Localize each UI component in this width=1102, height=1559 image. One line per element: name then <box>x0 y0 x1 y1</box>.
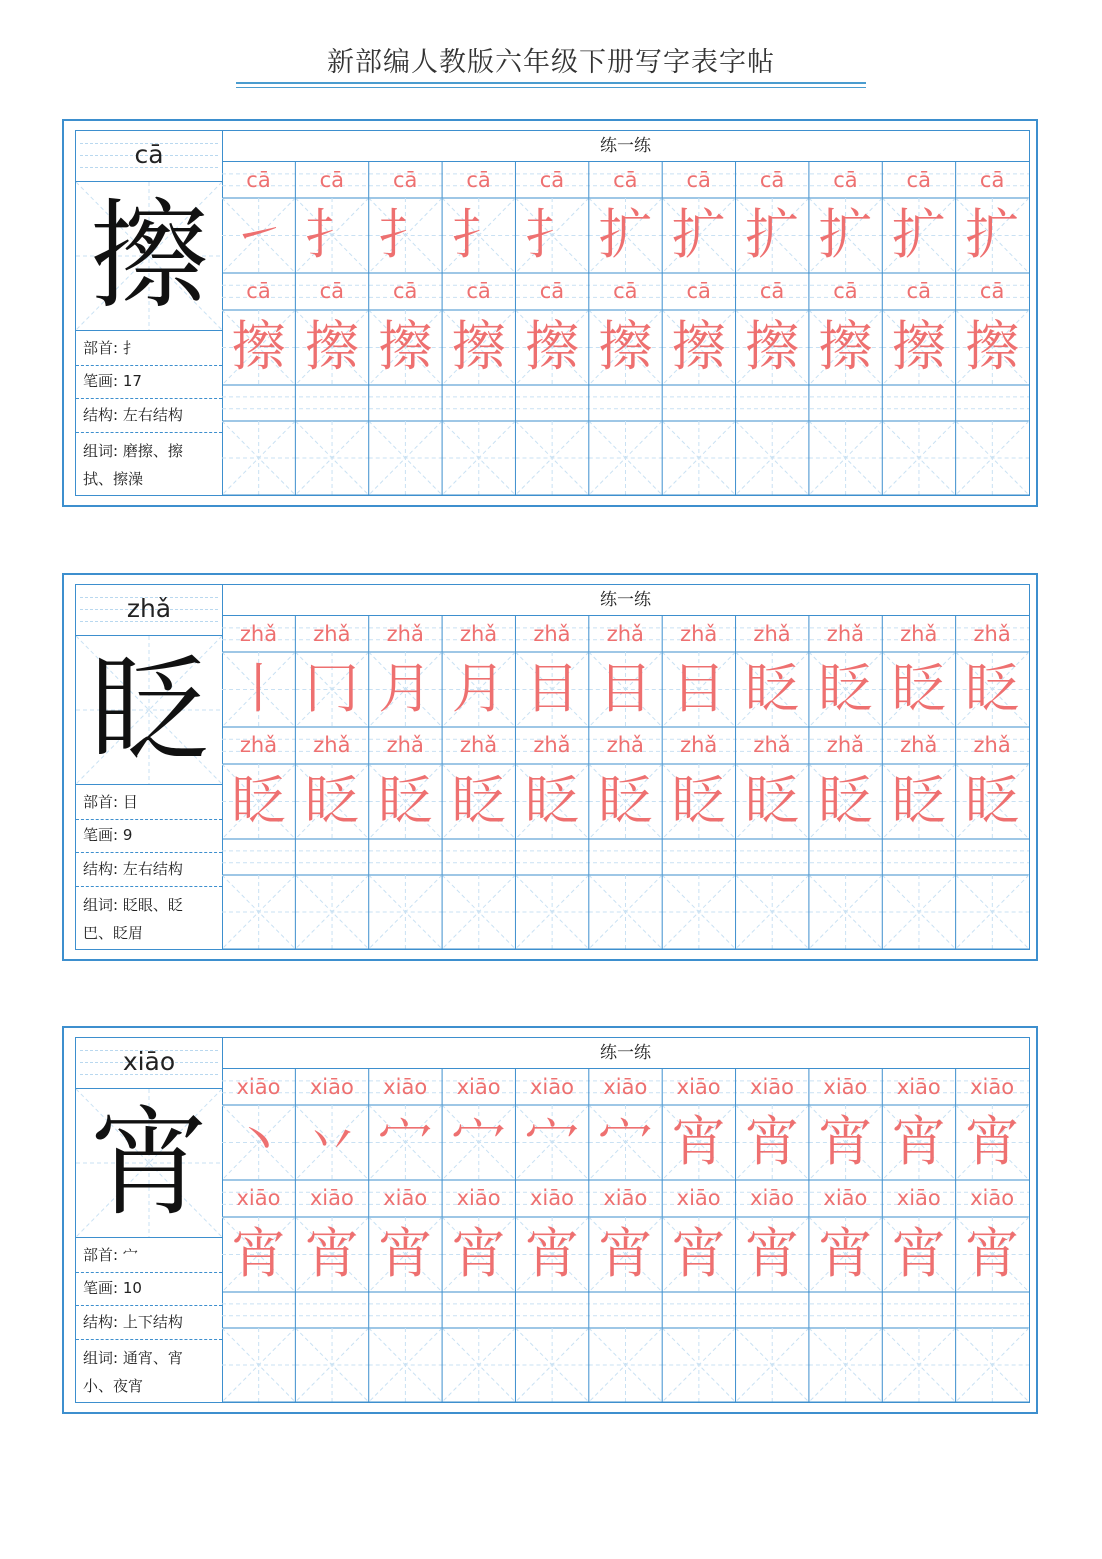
blank-writing-cell[interactable] <box>956 421 1029 495</box>
trace-pinyin: zhǎ <box>826 622 864 646</box>
trace-pinyin: xiāo <box>823 1075 868 1099</box>
structure-label: 结构: 左右结构 <box>83 860 183 878</box>
trace-pinyin: xiāo <box>529 1186 574 1210</box>
info-divider <box>76 852 222 853</box>
stroke-order-character[interactable]: 月 <box>451 657 506 720</box>
trace-character[interactable]: 宵 <box>451 1222 506 1285</box>
title-underline <box>236 82 866 84</box>
model-character-box <box>76 1089 222 1238</box>
trace-pinyin: cā <box>833 168 858 192</box>
practice-header: 练一练 <box>222 1038 1029 1069</box>
stroke-order-character[interactable]: 扌 <box>378 203 433 266</box>
words-label: 组词: 眨眼、眨 <box>83 896 183 914</box>
trace-character[interactable]: 眨 <box>965 769 1020 832</box>
trace-pinyin: cā <box>686 168 711 192</box>
trace-character[interactable]: 擦 <box>671 315 726 378</box>
trace-pinyin: xiāo <box>383 1186 428 1210</box>
words-label: 组词: 磨擦、擦 <box>83 442 183 460</box>
trace-pinyin: zhǎ <box>973 622 1011 646</box>
stroke-order-character[interactable]: 扩 <box>671 203 726 266</box>
trace-pinyin: zhǎ <box>533 622 571 646</box>
trace-character[interactable]: 眨 <box>304 769 359 832</box>
trace-pinyin: zhǎ <box>606 733 644 757</box>
page-title: 新部编人教版六年级下册写字表字帖 <box>327 47 775 78</box>
trace-pinyin: xiāo <box>676 1075 721 1099</box>
info-divider <box>76 819 222 820</box>
blank-writing-cell[interactable] <box>515 875 588 949</box>
stroke-order-character[interactable]: 扩 <box>818 203 873 266</box>
trace-pinyin: cā <box>319 168 345 192</box>
model-character-box <box>76 182 222 331</box>
model-character-box <box>76 636 222 785</box>
words-label-continued: 拭、擦澡 <box>83 470 144 488</box>
blank-writing-cell[interactable] <box>222 1328 295 1402</box>
trace-pinyin: cā <box>539 279 565 303</box>
blank-writing-cell[interactable] <box>882 421 955 495</box>
character-pinyin: xiāo <box>122 1047 176 1076</box>
trace-pinyin: xiāo <box>823 1186 868 1210</box>
words-label: 组词: 通宵、宵 <box>83 1349 183 1367</box>
trace-character[interactable]: 擦 <box>891 315 946 378</box>
trace-character[interactable]: 擦 <box>451 315 506 378</box>
trace-pinyin: xiāo <box>970 1186 1015 1210</box>
blank-writing-cell[interactable] <box>369 875 442 949</box>
stroke-order-character[interactable]: 月 <box>378 657 433 720</box>
card-frame <box>75 1037 1030 1403</box>
model-character: 宵 <box>89 1094 208 1232</box>
trace-pinyin: xiāo <box>383 1075 428 1099</box>
blank-writing-cell[interactable] <box>956 875 1029 949</box>
blank-writing-cell[interactable] <box>295 1328 368 1402</box>
blank-writing-cell[interactable] <box>369 1328 442 1402</box>
blank-writing-cell[interactable] <box>442 1328 515 1402</box>
words-label-continued: 巴、眨眉 <box>83 924 144 942</box>
trace-pinyin: zhǎ <box>680 622 718 646</box>
info-divider <box>76 886 222 887</box>
trace-character[interactable]: 擦 <box>598 315 653 378</box>
blank-writing-cell[interactable] <box>809 421 882 495</box>
blank-writing-cell[interactable] <box>736 875 809 949</box>
trace-pinyin: cā <box>466 279 491 303</box>
blank-writing-cell[interactable] <box>589 875 662 949</box>
trace-character[interactable]: 宵 <box>745 1222 800 1285</box>
stroke-order-character[interactable]: 扌 <box>524 203 579 266</box>
trace-pinyin: zhǎ <box>973 733 1011 757</box>
trace-character[interactable]: 宵 <box>891 1222 946 1285</box>
trace-pinyin: zhǎ <box>826 733 864 757</box>
stroke-order-character[interactable]: 宀 <box>598 1110 653 1173</box>
trace-character[interactable]: 眨 <box>745 769 800 832</box>
blank-writing-cell[interactable] <box>809 875 882 949</box>
trace-pinyin: cā <box>833 279 858 303</box>
trace-pinyin: cā <box>466 168 491 192</box>
trace-character[interactable]: 擦 <box>818 315 873 378</box>
stroke-order-character[interactable]: 宵 <box>891 1110 946 1173</box>
character-pinyin: zhǎ <box>126 594 172 623</box>
character-card <box>62 573 1038 961</box>
character-info-panel <box>76 585 223 949</box>
trace-character[interactable]: 眨 <box>598 769 653 832</box>
info-divider <box>76 1305 222 1306</box>
model-character: 眨 <box>89 641 208 779</box>
pinyin-box <box>76 1038 222 1089</box>
trace-pinyin: xiāo <box>896 1075 941 1099</box>
trace-pinyin: cā <box>539 168 565 192</box>
trace-pinyin: xiāo <box>309 1186 354 1210</box>
blank-writing-cell[interactable] <box>515 421 588 495</box>
blank-writing-cell[interactable] <box>369 421 442 495</box>
practice-grid <box>222 585 1029 949</box>
stroke-order-character[interactable]: ㇀ <box>231 203 286 266</box>
trace-pinyin: xiāo <box>750 1186 795 1210</box>
trace-character[interactable]: 宵 <box>304 1222 359 1285</box>
stroke-order-character[interactable]: 眨 <box>818 657 873 720</box>
trace-character[interactable]: 宵 <box>524 1222 579 1285</box>
trace-character[interactable]: 擦 <box>745 315 800 378</box>
stroke-order-character[interactable]: 丶 <box>231 1110 286 1173</box>
stroke-order-character[interactable]: 目 <box>598 657 653 720</box>
trace-pinyin: xiāo <box>529 1075 574 1099</box>
trace-pinyin: cā <box>906 279 931 303</box>
stroke-order-character[interactable]: 眨 <box>745 657 800 720</box>
trace-pinyin: cā <box>393 168 418 192</box>
practice-grid <box>222 131 1029 495</box>
stroke-order-character[interactable]: 目 <box>524 657 579 720</box>
trace-character[interactable]: 宵 <box>818 1222 873 1285</box>
blank-writing-cell[interactable] <box>295 421 368 495</box>
info-divider <box>76 365 222 366</box>
blank-writing-cell[interactable] <box>589 1328 662 1402</box>
stroke-order-character[interactable]: 扩 <box>745 203 800 266</box>
blank-writing-cell[interactable] <box>222 421 295 495</box>
character-pinyin: cā <box>134 140 164 169</box>
trace-pinyin: xiāo <box>970 1075 1015 1099</box>
words-label-continued: 小、夜宵 <box>83 1377 144 1395</box>
character-card <box>62 1026 1038 1414</box>
stroke-order-character[interactable]: 宀 <box>378 1110 433 1173</box>
trace-character[interactable]: 眨 <box>818 769 873 832</box>
blank-writing-cell[interactable] <box>662 1328 735 1402</box>
structure-label: 结构: 上下结构 <box>83 1313 183 1331</box>
trace-pinyin: xiāo <box>603 1075 648 1099</box>
trace-pinyin: xiāo <box>236 1186 281 1210</box>
stroke-order-character[interactable]: 宵 <box>818 1110 873 1173</box>
stroke-order-character[interactable]: 宵 <box>965 1110 1020 1173</box>
blank-writing-cell[interactable] <box>736 421 809 495</box>
trace-character[interactable]: 眨 <box>378 769 433 832</box>
trace-pinyin: xiāo <box>236 1075 281 1099</box>
blank-writing-cell[interactable] <box>809 1328 882 1402</box>
trace-pinyin: zhǎ <box>313 733 351 757</box>
trace-character[interactable]: 眨 <box>671 769 726 832</box>
card-frame <box>75 584 1030 950</box>
character-info-panel <box>76 131 223 495</box>
stroke-count-label: 笔画: 17 <box>83 372 142 390</box>
stroke-order-character[interactable]: 眨 <box>965 657 1020 720</box>
trace-character[interactable]: 宵 <box>231 1222 286 1285</box>
blank-writing-cell[interactable] <box>515 1328 588 1402</box>
blank-writing-cell[interactable] <box>662 421 735 495</box>
character-info-panel <box>76 1038 223 1402</box>
info-divider <box>76 1339 222 1340</box>
trace-character[interactable]: 擦 <box>304 315 359 378</box>
trace-pinyin: zhǎ <box>900 622 938 646</box>
stroke-order-character[interactable]: 丨 <box>231 657 286 720</box>
practice-header: 练一练 <box>222 585 1029 616</box>
stroke-order-character[interactable]: 扩 <box>891 203 946 266</box>
stroke-order-character[interactable]: 冂 <box>304 657 359 720</box>
stroke-order-character[interactable]: 宀 <box>524 1110 579 1173</box>
trace-character[interactable]: 擦 <box>524 315 579 378</box>
blank-writing-cell[interactable] <box>589 421 662 495</box>
stroke-count-label: 笔画: 9 <box>83 826 133 844</box>
trace-pinyin: xiāo <box>456 1075 501 1099</box>
title-underline-thin <box>236 87 866 88</box>
stroke-order-character[interactable]: 目 <box>671 657 726 720</box>
trace-character[interactable]: 宵 <box>671 1222 726 1285</box>
info-divider <box>76 398 222 399</box>
trace-pinyin: xiāo <box>309 1075 354 1099</box>
blank-writing-cell[interactable] <box>662 875 735 949</box>
trace-pinyin: zhǎ <box>239 622 278 646</box>
blank-writing-cell[interactable] <box>956 1328 1029 1402</box>
trace-pinyin: zhǎ <box>386 622 424 646</box>
practice-header: 练一练 <box>222 131 1029 162</box>
trace-pinyin: zhǎ <box>753 733 791 757</box>
stroke-order-character[interactable]: 扌 <box>451 203 506 266</box>
structure-label: 结构: 左右结构 <box>83 406 183 424</box>
trace-pinyin: zhǎ <box>900 733 938 757</box>
stroke-order-character[interactable]: 宵 <box>671 1110 726 1173</box>
radical-label: 部首: 目 <box>83 793 138 811</box>
trace-pinyin: cā <box>759 279 785 303</box>
model-character: 擦 <box>89 187 208 325</box>
trace-pinyin: cā <box>759 168 785 192</box>
trace-character[interactable]: 擦 <box>965 315 1020 378</box>
trace-pinyin: xiāo <box>676 1186 721 1210</box>
trace-pinyin: cā <box>686 279 711 303</box>
trace-pinyin: xiāo <box>750 1075 795 1099</box>
stroke-order-character[interactable]: 宵 <box>745 1110 800 1173</box>
stroke-order-character[interactable]: 扩 <box>965 203 1020 266</box>
pinyin-box <box>76 131 222 182</box>
blank-writing-cell[interactable] <box>442 421 515 495</box>
trace-pinyin: cā <box>979 279 1005 303</box>
trace-pinyin: cā <box>246 279 271 303</box>
trace-pinyin: cā <box>906 168 931 192</box>
stroke-order-character[interactable]: 眨 <box>891 657 946 720</box>
trace-pinyin: zhǎ <box>753 622 791 646</box>
trace-character[interactable]: 擦 <box>378 315 433 378</box>
trace-pinyin: xiāo <box>603 1186 648 1210</box>
stroke-order-character[interactable]: 宀 <box>451 1110 506 1173</box>
radical-label: 部首: 宀 <box>83 1246 138 1264</box>
trace-character[interactable]: 宵 <box>965 1222 1020 1285</box>
blank-writing-cell[interactable] <box>882 875 955 949</box>
trace-character[interactable]: 眨 <box>451 769 506 832</box>
trace-pinyin: xiāo <box>456 1186 501 1210</box>
blank-writing-cell[interactable] <box>442 875 515 949</box>
trace-character[interactable]: 眨 <box>231 769 286 832</box>
trace-pinyin: cā <box>979 168 1005 192</box>
blank-writing-cell[interactable] <box>736 1328 809 1402</box>
trace-pinyin: xiāo <box>896 1186 941 1210</box>
practice-grid <box>222 1038 1029 1402</box>
character-card <box>62 119 1038 507</box>
trace-pinyin: zhǎ <box>239 733 278 757</box>
pinyin-box <box>76 585 222 636</box>
blank-writing-cell[interactable] <box>222 875 295 949</box>
trace-character[interactable]: 眨 <box>524 769 579 832</box>
trace-character[interactable]: 擦 <box>231 315 286 378</box>
stroke-order-character[interactable]: 丷 <box>304 1110 359 1173</box>
radical-label: 部首: 扌 <box>83 339 138 357</box>
trace-pinyin: zhǎ <box>459 733 498 757</box>
trace-pinyin: cā <box>393 279 418 303</box>
info-divider <box>76 1272 222 1273</box>
trace-pinyin: zhǎ <box>533 733 571 757</box>
blank-writing-cell[interactable] <box>882 1328 955 1402</box>
card-frame <box>75 130 1030 496</box>
trace-pinyin: zhǎ <box>386 733 424 757</box>
trace-pinyin: cā <box>613 279 638 303</box>
trace-character[interactable]: 宵 <box>598 1222 653 1285</box>
stroke-order-character[interactable]: 扌 <box>304 203 359 266</box>
trace-character[interactable]: 眨 <box>891 769 946 832</box>
trace-pinyin: cā <box>613 168 638 192</box>
trace-pinyin: cā <box>246 168 271 192</box>
trace-pinyin: zhǎ <box>680 733 718 757</box>
info-divider <box>76 432 222 433</box>
trace-pinyin: zhǎ <box>313 622 351 646</box>
trace-pinyin: zhǎ <box>459 622 498 646</box>
trace-character[interactable]: 宵 <box>378 1222 433 1285</box>
blank-writing-cell[interactable] <box>295 875 368 949</box>
trace-pinyin: cā <box>319 279 345 303</box>
stroke-count-label: 笔画: 10 <box>83 1279 142 1297</box>
trace-pinyin: zhǎ <box>606 622 644 646</box>
stroke-order-character[interactable]: 扩 <box>598 203 653 266</box>
